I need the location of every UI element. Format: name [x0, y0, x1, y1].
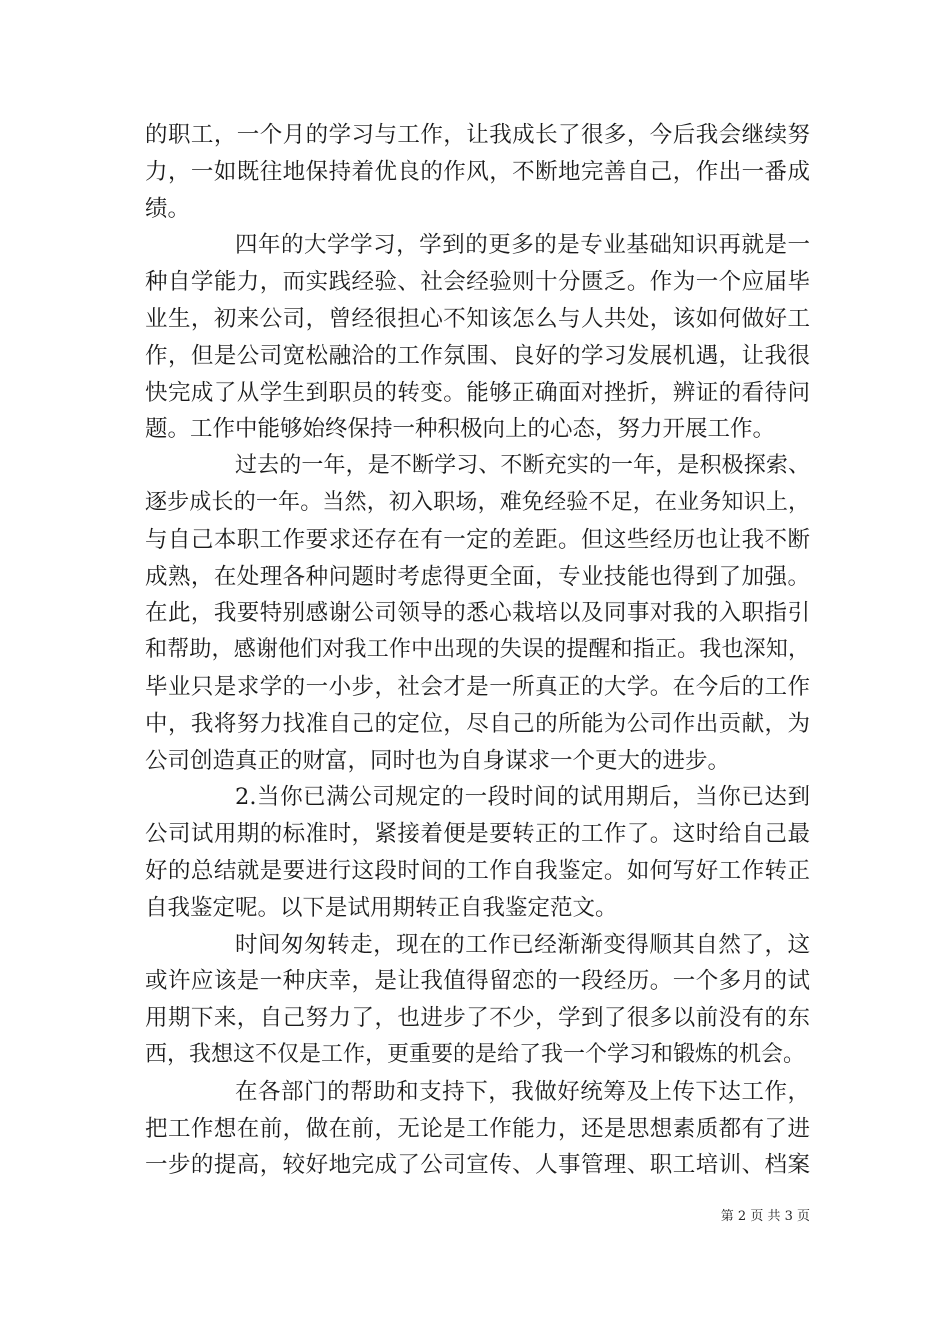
text-line: 种自学能力，而实践经验、社会经验则十分匮乏。作为一个应届毕	[145, 269, 810, 296]
text-line: 一步的提高，较好地完成了公司宣传、人事管理、职工培训、档案	[145, 1152, 810, 1179]
text-line: 与自己本职工作要求还存在有一定的差距。但这些经历也让我不断	[145, 526, 810, 553]
text-line: 和帮助，感谢他们对我工作中出现的失误的提醒和指正。我也深知，	[145, 637, 810, 663]
text-line: 在此，我要特别感谢公司领导的悉心栽培以及同事对我的入职指引	[145, 600, 810, 627]
text-line: 自我鉴定呢。以下是试用期转正自我鉴定范文。	[145, 894, 618, 921]
text-line: 绩。	[145, 195, 191, 222]
text-line: 毕业只是求学的一小步，社会才是一所真正的大学。在今后的工作	[145, 673, 810, 700]
text-line: 把工作想在前，做在前，无论是工作能力，还是思想素质都有了进	[145, 1115, 810, 1142]
text-line: 中，我将努力找准自己的定位，尽自己的所能为公司作出贡献，为	[145, 710, 810, 737]
text-line: 在各部门的帮助和支持下，我做好统筹及上传下达工作，	[235, 1078, 810, 1105]
text-line: 快完成了从学生到职员的转变。能够正确面对挫折，辨证的看待问	[145, 379, 810, 406]
text-line: 力，一如既往地保持着优良的作风，不断地完善自己，作出一番成	[145, 158, 810, 185]
text-line: 时间匆匆转走，现在的工作已经渐渐变得顺其自然了，这	[235, 931, 810, 958]
text-line: 或许应该是一种庆幸，是让我值得留恋的一段经历。一个多月的试	[145, 968, 810, 995]
text-line: 四年的大学学习，学到的更多的是专业基础知识再就是一	[235, 232, 810, 259]
text-line: 公司试用期的标准时，紧接着便是要转正的工作了。这时给自己最	[145, 821, 810, 848]
text-line: 题。工作中能够始终保持一种积极向上的心态，努力开展工作。	[145, 416, 776, 443]
page-number-footer: 第 2 页 共 3 页	[720, 1209, 810, 1224]
text-line: 西，我想这不仅是工作，更重要的是给了我一个学习和锻炼的机会。	[145, 1041, 806, 1067]
text-line: 公司创造真正的财富，同时也为自身谋求一个更大的进步。	[145, 747, 731, 774]
text-line: 用期下来，自己努力了，也进步了不少，学到了很多以前没有的东	[145, 1005, 810, 1032]
text-line: 的职工，一个月的学习与工作，让我成长了很多，今后我会继续努	[145, 122, 810, 148]
text-line: 逐步成长的一年。当然，初入职场，难免经验不足，在业务知识上，	[145, 489, 810, 515]
text-line: 2.当你已满公司规定的一段时间的试用期后，当你已达到	[235, 784, 810, 811]
text-line: 作，但是公司宽松融洽的工作氛围、良好的学习发展机遇，让我很	[145, 342, 810, 369]
text-line: 业生，初来公司，曾经很担心不知该怎么与人共处，该如何做好工	[145, 305, 810, 332]
text-line: 好的总结就是要进行这段时间的工作自我鉴定。如何写好工作转正	[145, 857, 810, 884]
text-line: 过去的一年，是不断学习、不断充实的一年，是积极探索、	[235, 453, 810, 479]
document-body	[145, 117, 810, 1184]
text-line: 成熟，在处理各种问题时考虑得更全面，专业技能也得到了加强。	[145, 563, 810, 590]
